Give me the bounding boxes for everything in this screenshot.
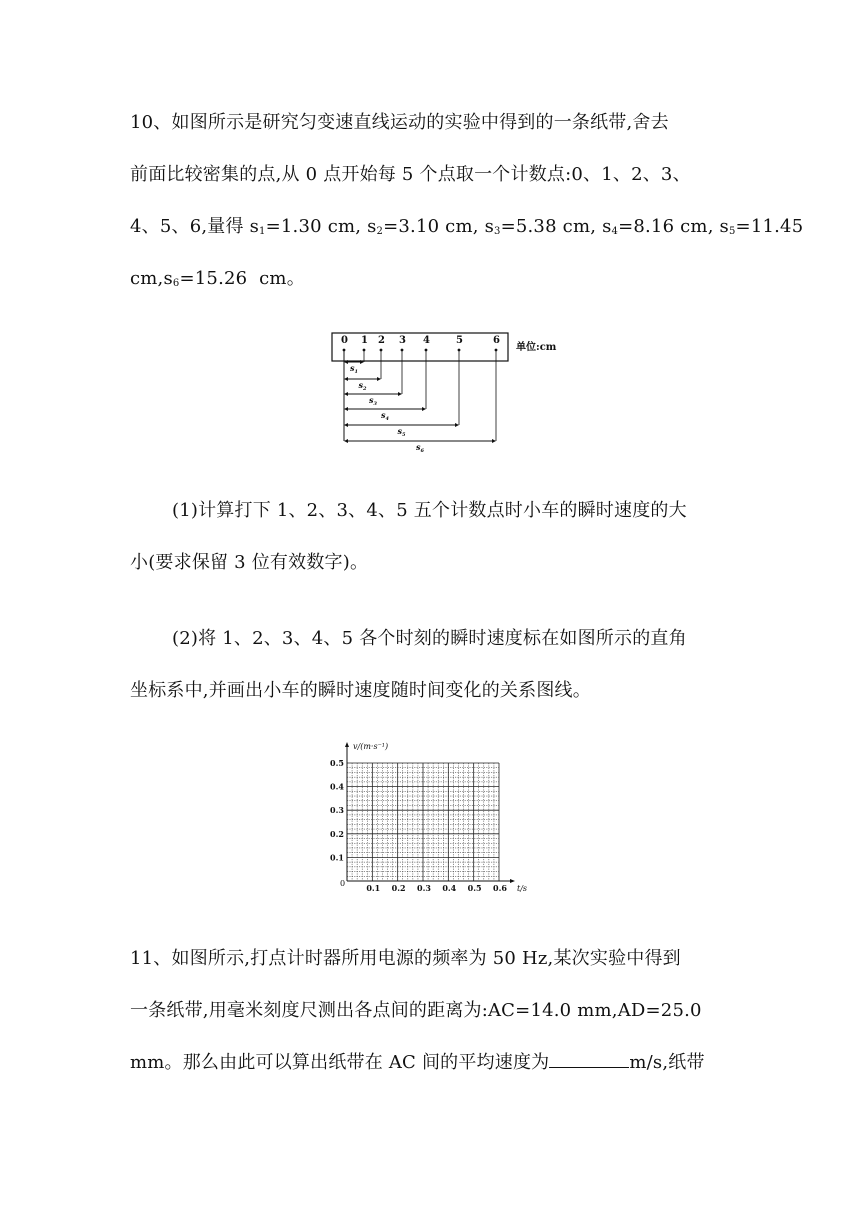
q10-part1-line-2: 小(要求保留 3 位有效数字)。: [130, 552, 369, 573]
q10-line-2: 前面比较密集的点,从 0 点开始每 5 个点取一个计数点:0、1、2、3、: [130, 164, 691, 185]
measurement-s2: $s_2=3.10$ cm,: [367, 216, 479, 237]
y-tick-label: 0.2: [330, 828, 344, 839]
y-tick-label: 0.4: [330, 781, 344, 792]
x-tick-label: 0.1: [366, 883, 381, 893]
y-tick-label: 0.5: [330, 758, 344, 768]
q10-line-3: [130, 212, 803, 238]
q10-part1-line-1: (1)计算打下 1、2、3、4、5 五个计数点时小车的瞬时速度的大: [172, 500, 687, 521]
tape-arrowhead-left: [344, 392, 348, 396]
measurement-s4: $s_4=8.16$ cm,: [602, 216, 714, 237]
tape-point-label-3: 3: [399, 335, 406, 346]
tape-point-label-0: 0: [341, 335, 348, 346]
measurement-s3: $s_3=5.38$ cm,: [484, 216, 597, 237]
tape-point-label-5: 5: [456, 335, 463, 346]
y-axis-arrow: [345, 742, 349, 747]
x-axis-arrow: [510, 879, 515, 883]
tape-arrowhead-right: [422, 407, 426, 411]
measurement-s6: $s_6=15.26$ cm。: [163, 268, 305, 289]
tape-arrowhead-right: [377, 377, 381, 381]
q10-line-3-prefix: 4、5、6,量得: [130, 216, 250, 237]
tape-arrowhead-right: [455, 423, 459, 427]
tape-label-s1: $s_1$: [350, 363, 358, 375]
answer-blank[interactable]: [549, 1067, 629, 1068]
tape-arrowhead-right: [492, 439, 496, 443]
q11-line-3-suffix: m/s,纸带: [629, 1052, 705, 1073]
tape-arrowhead-right: [398, 392, 402, 396]
x-axis-label: t/s: [517, 884, 528, 893]
tape-arrowhead-left: [344, 439, 348, 443]
tape-point-label-4: 4: [423, 335, 430, 346]
tape-arrowhead-left: [344, 377, 348, 381]
q10-line-4-prefix: cm,: [130, 268, 164, 289]
measurement-s1: $s_1=1.30$ cm,: [249, 216, 362, 237]
q10-line-1: 10、如图所示是研究匀变速直线运动的实验中得到的一条纸带,舍去: [130, 112, 669, 133]
x-tick-label: 0.6: [493, 883, 507, 893]
tape-point-label-2: 2: [378, 335, 385, 346]
q10-part2-line-1: (2)将 1、2、3、4、5 各个时刻的瞬时速度标在如图所示的直角: [172, 628, 687, 649]
vt-graph: [325, 738, 535, 898]
paper-tape-figure: [330, 330, 580, 454]
q11-line-1: 11、如图所示,打点计时器所用电源的频率为 50 Hz,某次实验中得到: [130, 948, 681, 969]
q10-line-4: [130, 264, 305, 290]
tape-arrowhead-left: [344, 407, 348, 411]
x-tick-label: 0.3: [417, 883, 431, 893]
tape-label-s2: $s_2$: [358, 380, 367, 392]
tape-arrowhead-left: [344, 423, 348, 427]
tape-unit: 单位:cm: [516, 342, 557, 353]
y-tick-label: 0.3: [330, 805, 344, 816]
tape-point-label-6: 6: [493, 335, 500, 346]
y-axis-label: v/(m·s⁻¹): [353, 742, 389, 751]
measurement-s5: $s_5=11.45$: [719, 216, 804, 237]
origin-label: 0: [340, 879, 346, 888]
q11-line-3-prefix: mm。那么由此可以算出纸带在 AC 间的平均速度为: [130, 1052, 550, 1073]
tape-label-s5: $s_5$: [397, 426, 406, 438]
x-tick-label: 0.5: [467, 883, 482, 893]
tape-label-s4: $s_4$: [381, 410, 389, 422]
tape-strip: [332, 333, 508, 361]
x-tick-label: 0.4: [442, 883, 457, 893]
tape-label-s3: $s_3$: [369, 395, 377, 407]
y-tick-label: 0.1: [330, 852, 344, 863]
q11-line-2: 一条纸带,用毫米刻度尺测出各点间的距离为:AC=14.0 mm,AD=25.0: [130, 1000, 702, 1021]
x-tick-label: 0.2: [391, 883, 406, 893]
tape-point-label-1: 1: [361, 335, 368, 346]
tape-label-s6: $s_6$: [416, 442, 424, 454]
q11-line-3: [130, 1048, 705, 1074]
q10-part2-line-2: 坐标系中,并画出小车的瞬时速度随时间变化的关系图线。: [130, 680, 591, 701]
